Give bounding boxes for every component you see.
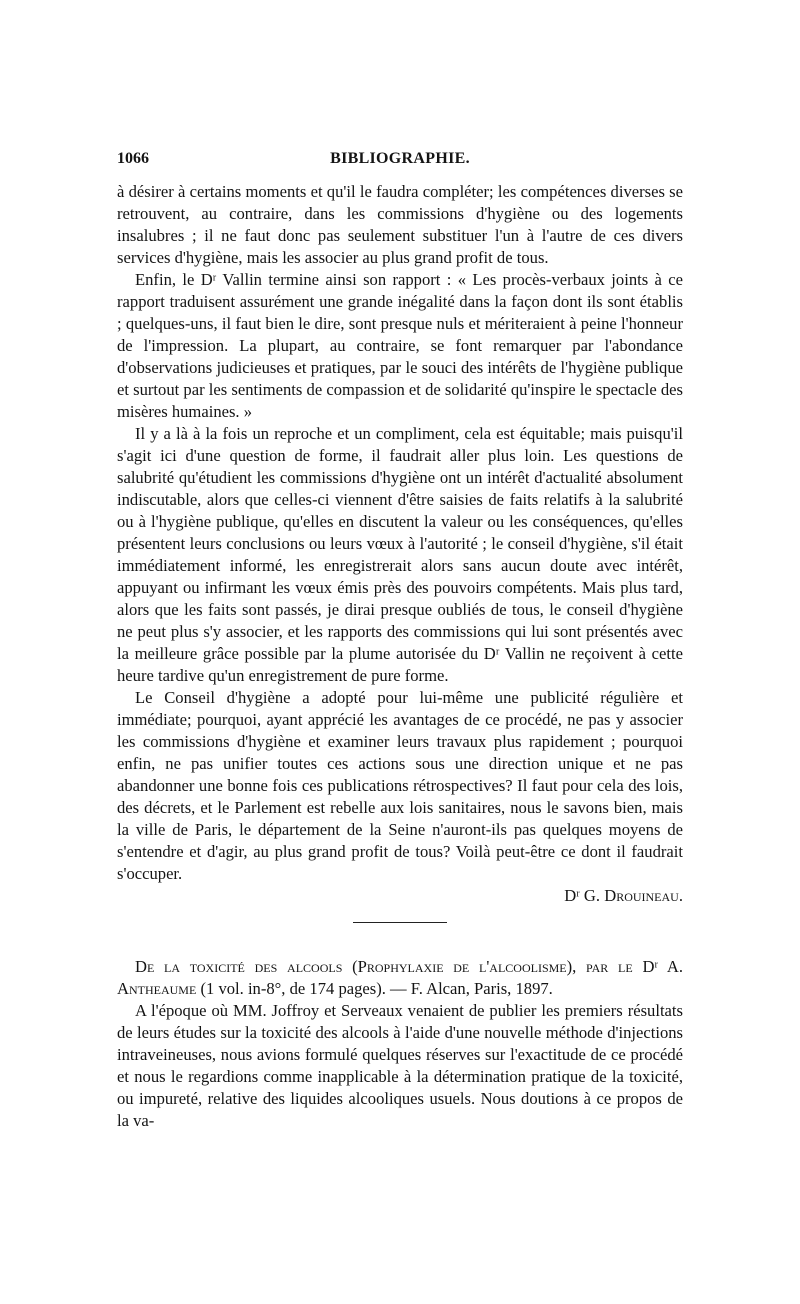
paragraph-reproach: Il y a là à la fois un reproche et un compliment, cela est équitable; mais puisqu'il s'agit ici d'une question de forme, il faudrait aller plus loin. Les questions de salubrité qu'étudient les commissions d'hygiène ont un intérêt d'actualité absolument indiscutable, alors que celles-ci viennent d'être saisies de faits relatifs à la salubrité ou à l'hygiène publique, qu'elles en discutent la valeur ou les conséquences, qu'elles présentent leurs conclusions ou leurs vœux à l'autorité ; le conseil d'hygiène, s'il était immédiatement informé, les enregistrerait alors sans aucun doute avec intérêt, appuyant ou infirmant les vœux émis près des pouvoirs compétents. Mais plus tard, alors que les faits sont passés, je dirai presque oubliés de tous, le conseil d'hygiène ne peut plus s'y associer, et les rapports des commissions qui lui sont présentés avec la meilleure grâce possible par la plume autorisée du Dʳ Vallin ne reçoivent à cette heure tardive qu'un enregistrement de pure forme.: [117, 424, 683, 685]
page-body: [117, 181, 683, 1132]
paragraph-conseil: Le Conseil d'hygiène a adopté pour lui-même une publicité régulière et immédiate; pourquoi, ayant apprécié les avantages de ce procédé, ne pas y associer les commissions d'hygiène et examiner leurs travaux plus rapidement ; pourquoi enfin, ne pas unifier toutes ces actions sous une direction unique et ne pas abandonner une bonne fois ces publications rétrospectives? Il faut pour cela des lois, des décrets, et le Parlement est rebelle aux lois sanitaires, nous le savons bien, mais la ville de Paris, le département de la Seine n'auront-ils pas quelques moyens de s'entendre et d'agir, au plus grand profit de tous? Voilà peut-être ce dont il faudrait s'occuper.: [117, 688, 683, 883]
review-entry-heading: [117, 956, 683, 1000]
paragraph-review-start: A l'époque où MM. Joffroy et Serveaux venaient de publier les premiers résultats de leurs études sur la toxicité des alcools à l'aide d'une nouvelle méthode d'injections intraveineuses, nous avions formulé quelques réserves sur l'exactitude de ce procédé et nous le regardions comme inapplicable à la détermination pratique de la toxicité, ou impureté, relative des liquides alcooliques usuels. Nous doutions à ce propos de la va-: [117, 1001, 683, 1130]
review-details: (1 vol. in-8°, de 174 pages). — F. Alcan, Paris, 1897.: [200, 979, 553, 998]
paragraph-vallin-quote: Enfin, le Dʳ Vallin termine ainsi son rapport : « Les procès-verbaux joints à ce rapport traduisent assurément une grande inégalité dans la façon dont ils sont établis ; quelques-uns, il faut bien le dire, sont presque nuls et mériteraient à peine l'honneur de l'impression. La plupart, au contraire, se font remarquer par l'abondance d'observations judicieuses et pratiques, par le souci des intérêts de l'hygiène publique et surtout par les sentiments de compassion et de solidarité qu'inspire le spectacle des misères humaines. »: [117, 270, 683, 421]
signature-row: [117, 885, 683, 907]
paragraph-continuation: à désirer à certains moments et qu'il le faudra compléter; les compétences diverses se retrouvent, au contraire, dans les commissions d'hygiène ou des logements insalubres ; il ne faut donc pas seulement substituer l'un à l'autre de ces divers services d'hygiène, mais les associer au plus grand profit de tous.: [117, 182, 683, 267]
review-author: Dʳ A. Antheaume: [117, 957, 683, 998]
signature: Dʳ G. Drouineau.: [564, 886, 683, 905]
page-number: 1066: [117, 150, 149, 167]
section-divider: [353, 922, 447, 923]
review-title: De la toxicité des alcools (Prophylaxie de l'alcoolisme), par le: [135, 957, 633, 976]
page-header: [117, 150, 683, 174]
running-title: BIBLIOGRAPHIE.: [330, 150, 470, 167]
